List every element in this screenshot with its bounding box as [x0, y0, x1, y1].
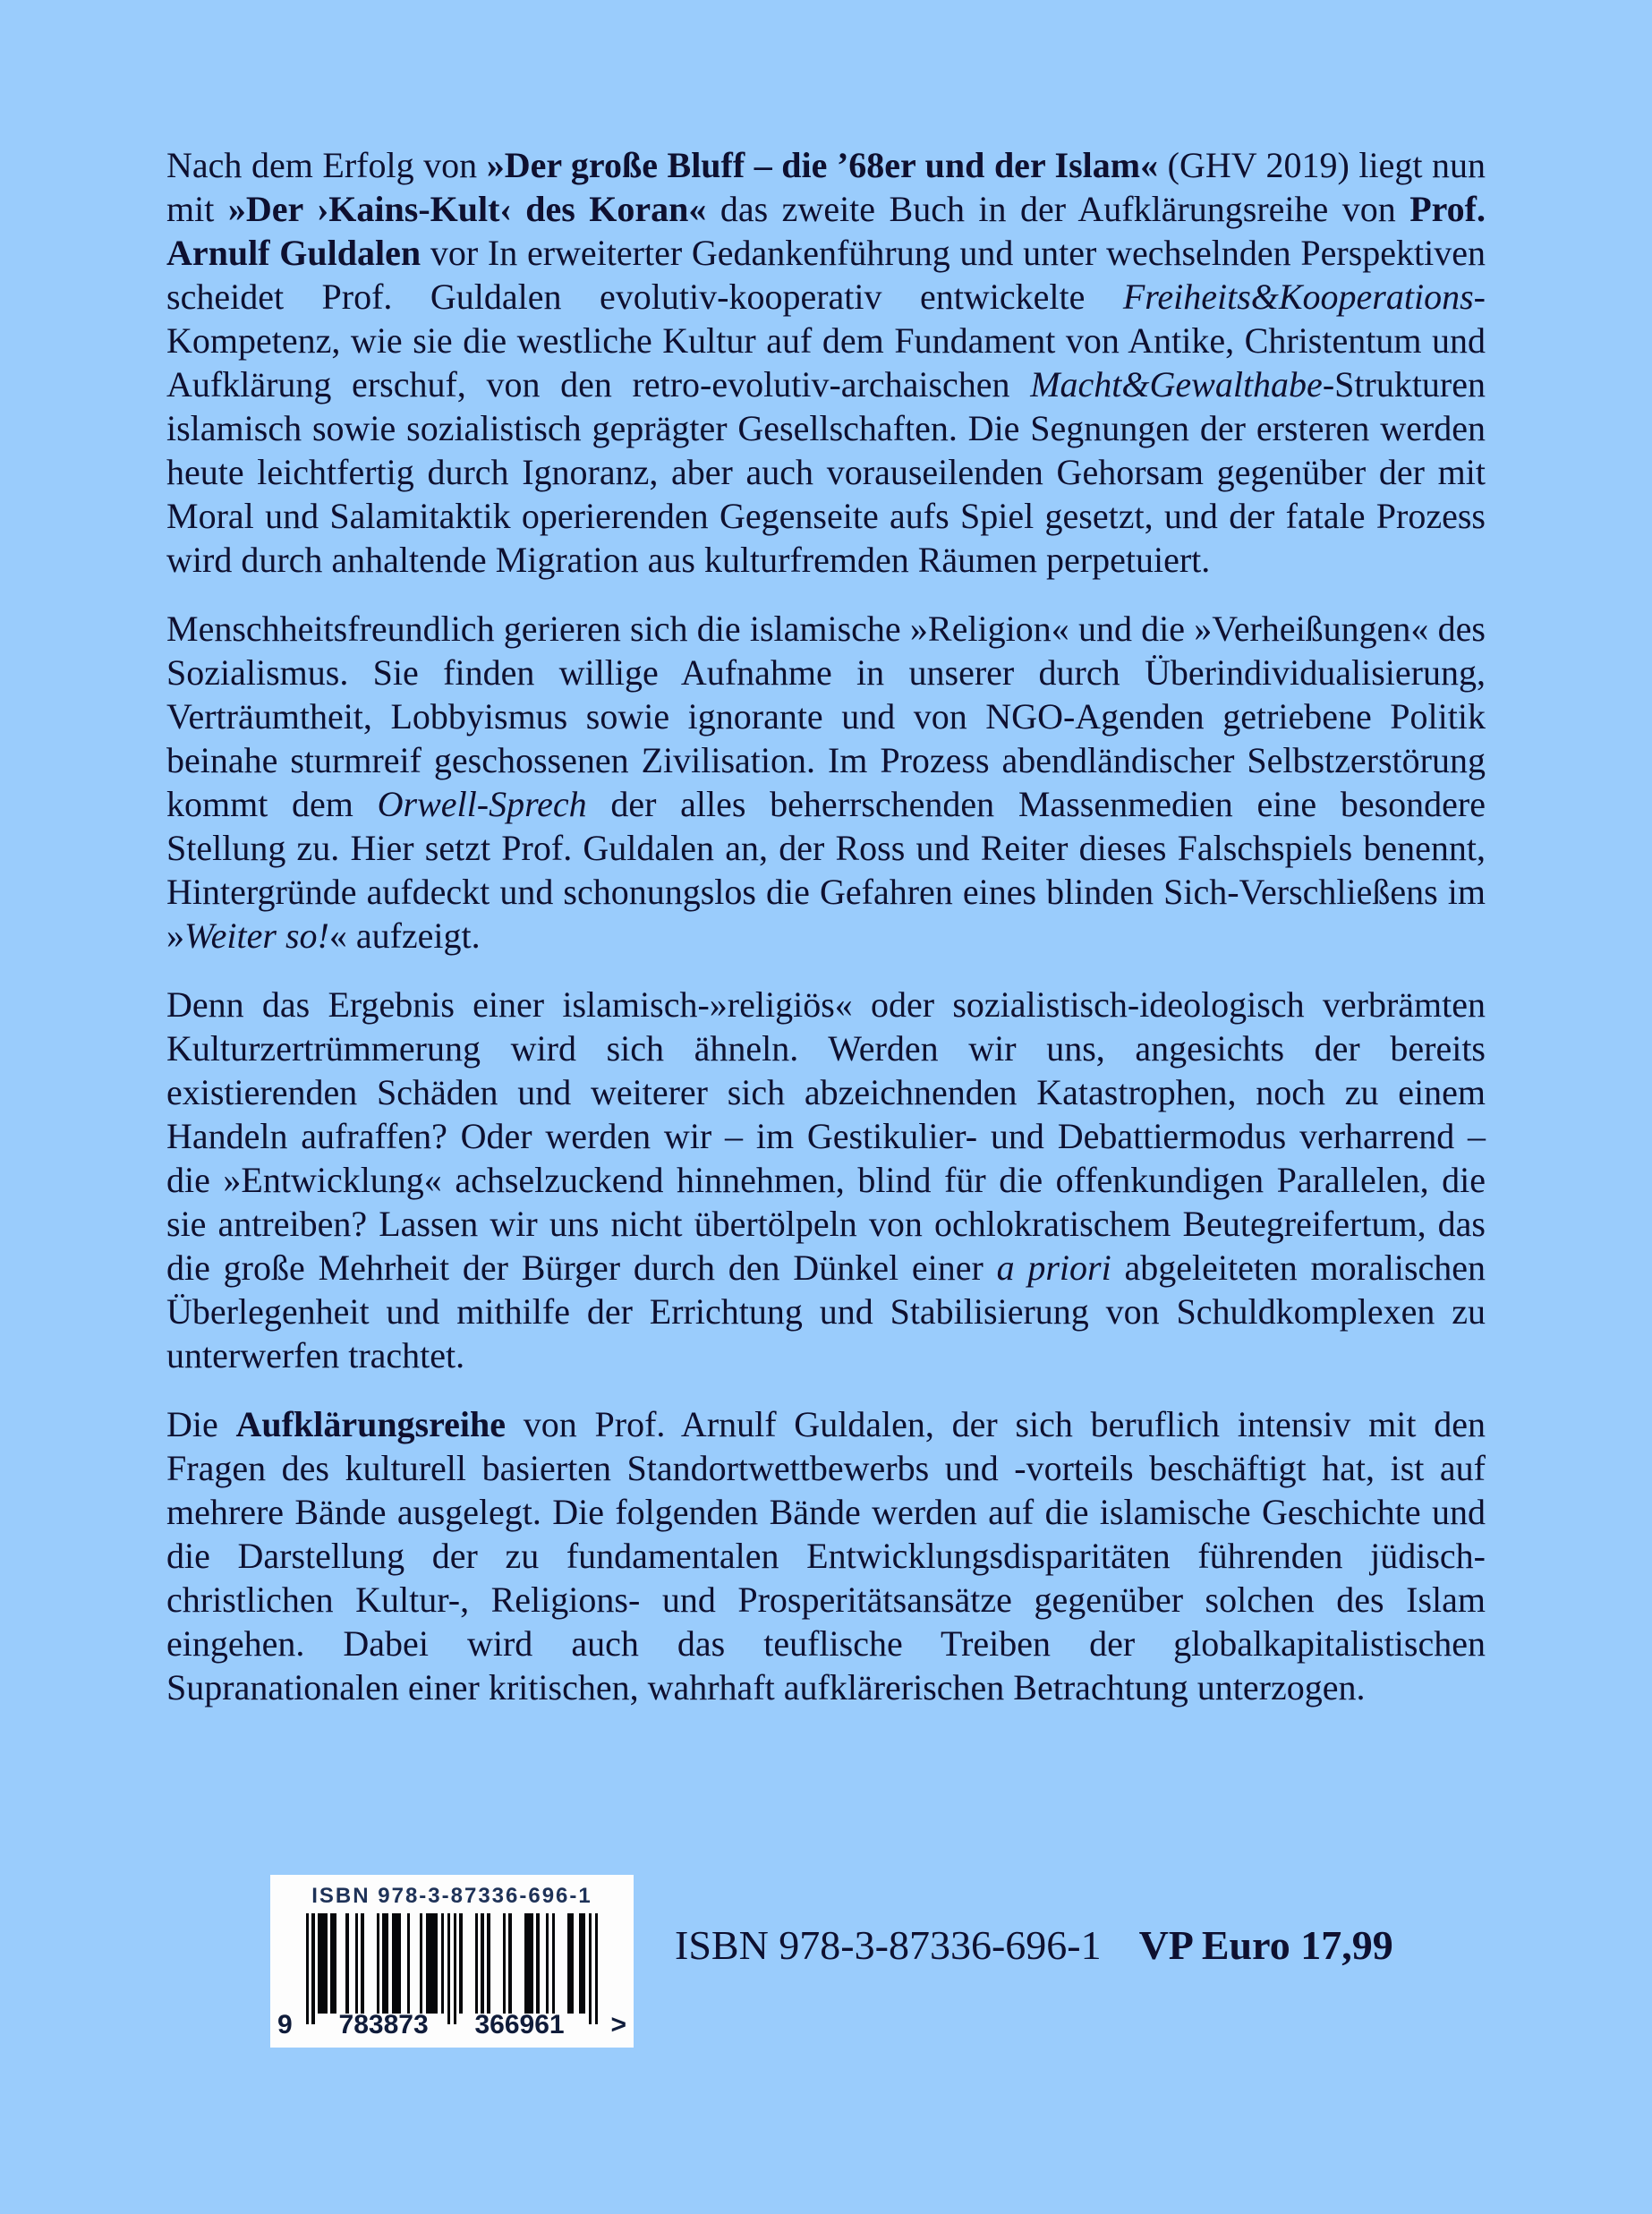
barcode-isbn-label: ISBN 978-3-87336-696-1: [311, 1884, 592, 1908]
blurb-text-block: [166, 143, 1486, 1734]
barcode-arrow: >: [610, 2010, 626, 2039]
text-run: a priori: [996, 1248, 1111, 1288]
text-run: »Der ›Kains-Kult‹ des Koran«: [227, 189, 707, 229]
text-run: (GHV 2019) liegt nun mit: [166, 145, 1486, 229]
text-run: Nach dem Erfolg von: [166, 145, 487, 185]
blurb-paragraph: [166, 143, 1486, 582]
text-run: Macht&Gewalthabe: [1030, 364, 1323, 404]
barcode-digits-right: 366961: [474, 2010, 565, 2039]
blurb-paragraph: [166, 983, 1486, 1377]
isbn-price-line: [675, 1921, 1393, 1969]
text-run: der alles beherrschenden Massenmedien eine besondere Stellung zu. Hier setzt Prof. Guldalen an, der Ross und Reiter dieses Falschspiels benennt, Hintergründe aufdeckt und schonungslos die Gefahren eines blinden Sich-Verschließens im »: [166, 784, 1486, 956]
footer-row: [270, 1875, 1393, 2048]
text-run: Aufklärungsreihe: [235, 1404, 507, 1444]
text-run: abgeleiteten moralischen Überlegenheit und mithilfe der Errichtung und Stabilisierung von Schuldkomplexen zu unterwerfen trachtet.: [166, 1248, 1486, 1375]
text-run: Prof. Arnulf Guldalen: [166, 189, 1486, 273]
text-run: Denn das Ergebnis einer islamisch-»religiös« oder sozialistisch-ideologisch verbrämten Kulturzertrümmerung wird sich ähneln. Werden wir uns, angesichts der bereits existierenden Schäden und weiterer sich abzeichnenden Katastrophen, noch zu einem Handeln aufraffen? Oder werden wir – im Gestikulier- und Debattiermodus verharrend – die »Entwicklung« achselzuckend hinnehmen, blind für die offenkundigen Parallelen, die sie antreiben? Lassen wir uns nicht übertölpeln von ochlokratischem Beutegreifertum, das die große Mehrheit der Bürger durch den Dünkel einer: [166, 984, 1486, 1288]
barcode-digit-lead: 9: [277, 2010, 293, 2039]
text-run: Weiter so!: [184, 915, 329, 956]
text-run: Die: [166, 1404, 236, 1444]
isbn-text: ISBN 978-3-87336-696-1: [675, 1922, 1102, 1968]
blurb-paragraph: [166, 1402, 1486, 1709]
blurb-paragraph: [166, 607, 1486, 958]
barcode-bar-module: [595, 1913, 598, 2024]
text-run: -Strukturen islamisch sowie sozialistisch geprägter Gesellschaften. Die Segnungen der ersteren werden heute leichtfertig durch Ignoranz, aber auch vorauseilenden Gehorsam gegenüber der mit Moral und Salamitaktik operierenden Gegenseite aufs Spiel gesetzt, und der fatale Prozess wird durch anhaltende Migration aus kulturfremden Räumen perpetuiert.: [166, 364, 1486, 580]
text-run: Orwell-Sprech: [377, 784, 587, 824]
text-run: »Der große Bluff – die ’68er und der Islam«: [486, 145, 1159, 185]
price-text: VP Euro 17,99: [1138, 1922, 1393, 1968]
text-run: Freiheits&Kooperations: [1122, 277, 1474, 317]
text-run: -Kompetenz, wie sie die westliche Kultur auf dem Fundament von Antike, Christentum und Aufklärung erschuf, von den retro-evolutiv-archaischen: [166, 277, 1486, 404]
isbn-barcode: [270, 1875, 634, 2048]
text-run: Menschheitsfreundlich gerieren sich die islamische »Religion« und die »Verheißungen« des Sozialismus. Sie finden willige Aufnahme in unserer durch Überindividualisierung, Verträumtheit, Lobbyismus sowie ignorante und von NGO-Agenden getriebene Politik beinahe sturmreif geschossenen Zivilisation. Im Prozess abendländischer Selbstzerstörung kommt dem: [166, 609, 1486, 824]
text-run: von Prof. Arnulf Guldalen, der sich beruflich intensiv mit den Fragen des kulturell basierten Standortwettbewerbs und -vorteils beschäftigt hat, ist auf mehrere Bände ausgelegt. Die folgenden Bände werden auf die islamische Geschichte und die Darstellung der zu fundamentalen Entwicklungsdisparitäten führenden jüdisch-christlichen Kultur-, Religions- und Prosperitätsansätze gegenüber solchen des Islam eingehen. Dabei wird auch das teuflische Treiben der globalkapitalistischen Supranationalen einer kritischen, wahrhaft aufklärerischen Betrachtung unterzogen.: [166, 1404, 1486, 1707]
barcode-digits-left: 783873: [338, 2010, 429, 2039]
text-run: « aufzeigt.: [328, 915, 481, 956]
text-run: vor In erweiterter Gedankenführung und unter wechselnden Perspektiven scheidet Prof. Guldalen evolutiv-kooperativ entwickelte: [166, 233, 1486, 317]
barcode-bars: [306, 1913, 599, 2024]
text-run: das zweite Buch in der Aufklärungsreihe von: [706, 189, 1410, 229]
